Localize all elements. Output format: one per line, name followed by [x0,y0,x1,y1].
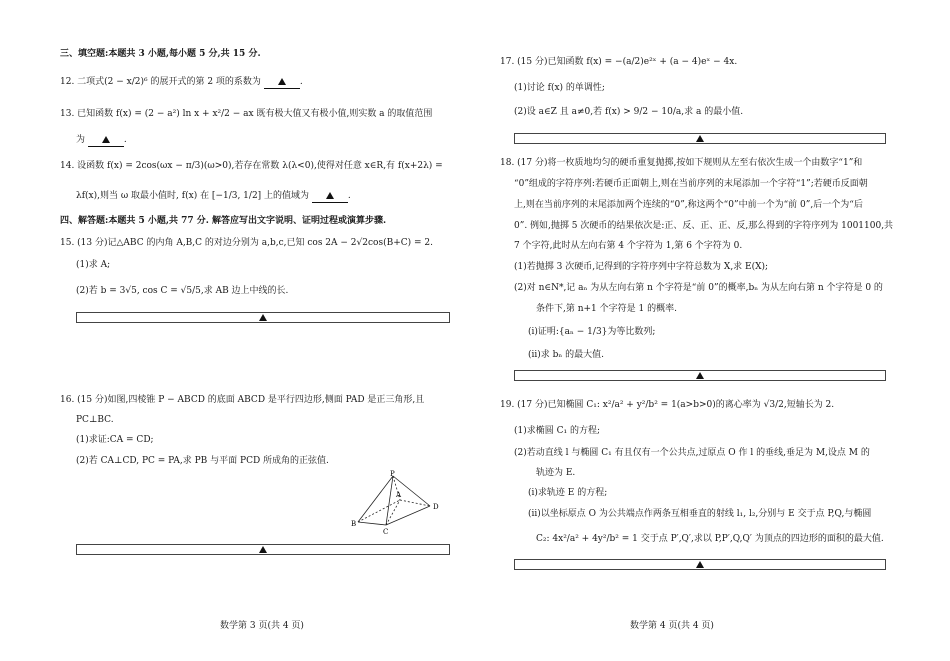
question-17-part1: (1)讨论 f(x) 的单调性; [514,83,605,93]
question-18-line3: 上,则在当前序列的末尾添加两个连续的“0”,称这两个“0”中前一个为“前 0”,后一个为“后 [514,200,863,210]
question-12-text: 12. 二项式(2 − x/2)⁶ 的展开式的第 2 项的系数为 [60,77,261,87]
page-footer: 数学第 3 页(共 4 页) [220,621,304,631]
answer-area-16[interactable] [76,544,450,555]
question-15-part1: (1)求 A; [76,260,111,270]
question-16-line1: 16. (15 分)如图,四棱锥 P − ABCD 的底面 ABCD 是平行四边形,侧面 PAD 是正三角形,且 [60,395,425,405]
question-19-part2-line1: (2)若动直线 l 与椭圆 C₁ 有且仅有一个公共点,过原点 O 作 l 的垂线,垂足为 M,设点 M 的 [514,448,870,458]
pyramid-figure [350,470,455,540]
question-18-part2-line2: 条件下,第 n+1 个字符是 1 的概率. [536,304,677,314]
answer-area-18[interactable] [514,370,886,381]
page-footer: 数学第 4 页(共 4 页) [630,621,714,631]
question-19-part2-i: (i)求轨迹 E 的方程; [528,488,608,498]
question-18-part2-ii: (ii)求 bₙ 的最大值. [528,350,605,360]
triangle-icon [326,192,334,199]
question-16-part1: (1)求证:CA = CD; [76,435,154,445]
question-19-part2-ii-line1: (ii)以坐标原点 O 为公共端点作两条互相垂直的射线 l₁, l₂,分别与 E 交于点 P,Q,与椭圆 [528,509,872,519]
label-b: B [351,520,357,528]
triangle-icon [259,546,267,553]
question-14-line2: λf(x),则当 ω 取最小值时, f(x) 在 [−1/3, 1/2] 上的值域为 . [76,191,351,201]
triangle-icon [259,314,267,321]
question-16-part2: (2)若 CA⊥CD, PC = PA,求 PB 与平面 PCD 所成角的正弦值. [76,456,329,466]
question-19-line1: 19. (17 分)已知椭圆 C₁: x²/a² + y²/b² = 1(a>b>0)的离心率为 √3/2,短轴长为 2. [500,400,835,410]
question-17-part2: (2)设 a∈Z 且 a≠0,若 f(x) > 9/2 − 10/a,求 a 的最小值. [514,107,744,117]
label-p: P [390,470,395,478]
question-18-part1: (1)若抛掷 3 次硬币,记得到的字符序列中字符总数为 X,求 E(X); [514,262,769,272]
question-15-line1: 15. (13 分)记△ABC 的内角 A,B,C 的对边分别为 a,b,c,已知 cos 2A − 2√2cos(B+C) = 2. [60,238,433,248]
answer-blank[interactable] [88,134,124,147]
answer-blank[interactable] [312,190,348,203]
question-17-line1: 17. (15 分)已知函数 f(x) = −(a/2)e²ˣ + (a − 4)eˣ − 4x. [500,57,738,67]
label-a: A [396,491,402,499]
triangle-icon [696,135,704,142]
question-14-line1: 14. 设函数 f(x) = 2cos(ωx − π/3)(ω>0),若存在常数 λ(λ<0),使得对任意 x∈R,有 f(x+2λ) = [60,161,443,171]
question-18-line2: “0”组成的字符序列:若硬币正面朝上,则在当前序列的末尾添加一个字符“1”;若硬币反面朝 [514,179,868,189]
triangle-icon [278,78,286,85]
question-16-line2: PC⊥BC. [76,415,114,425]
question-18-line1: 18. (17 分)将一枚质地均匀的硬币重复抛掷,按如下规则从左至右依次生成一个由数字“1”和 [500,158,863,168]
question-19-part2-line2: 轨迹为 E. [536,468,576,478]
triangle-icon [696,372,704,379]
question-19-part1: (1)求椭圆 C₁ 的方程; [514,426,600,436]
label-d: D [433,503,439,511]
answer-area-15[interactable] [76,312,450,323]
triangle-icon [102,136,110,143]
triangle-icon [696,561,704,568]
question-15-part2: (2)若 b = 3√5, cos C = √5/5,求 AB 边上中线的长. [76,286,289,296]
question-13-line1: 13. 已知函数 f(x) = (2 − a²) ln x + x²/2 − ax 既有极大值又有极小值,则实数 a 的取值范围 [60,109,433,119]
answer-blank[interactable] [264,76,300,89]
section3-title: 三、填空题:本题共 3 小题,每小题 5 分,共 15 分. [60,49,261,59]
question-18-line4: 0”. 例如,抛掷 5 次硬币的结果依次是:正、反、正、正、反,那么得到的字符序列为 1001100,共 [514,221,894,231]
question-13-line2: 为 . [76,135,127,145]
question-18-part2-line1: (2)对 n∈N*,记 aₙ 为从左向右第 n 个字符是“前 0”的概率,bₙ 为从左向右第 n 个字符是 0 的 [514,283,883,293]
answer-area-19[interactable] [514,559,886,570]
question-13-text: 为 [76,135,86,145]
question-18-part2-i: (i)证明:{aₙ − 1/3}为等比数列; [528,327,656,337]
label-c: C [383,528,389,536]
question-12: 12. 二项式(2 − x/2)⁶ 的展开式的第 2 项的系数为 . [60,77,303,87]
question-19-part2-ii-line2: C₂: 4x²/a² + 4y²/b² = 1 交于点 P′,Q′,求以 P,P′,Q,Q′ 为顶点的四边形的面积的最大值. [536,534,884,544]
question-18-line5: 7 个字符,此时从左向右第 4 个字符为 1,第 6 个字符为 0. [514,241,743,251]
section4-title: 四、解答题:本题共 5 小题,共 77 分. 解答应写出文字说明、证明过程或演算步骤. [60,216,387,226]
question-14-text: λf(x),则当 ω 取最小值时, f(x) 在 [−1/3, 1/2] 上的值域为 [76,191,310,201]
answer-area-17[interactable] [514,133,886,144]
